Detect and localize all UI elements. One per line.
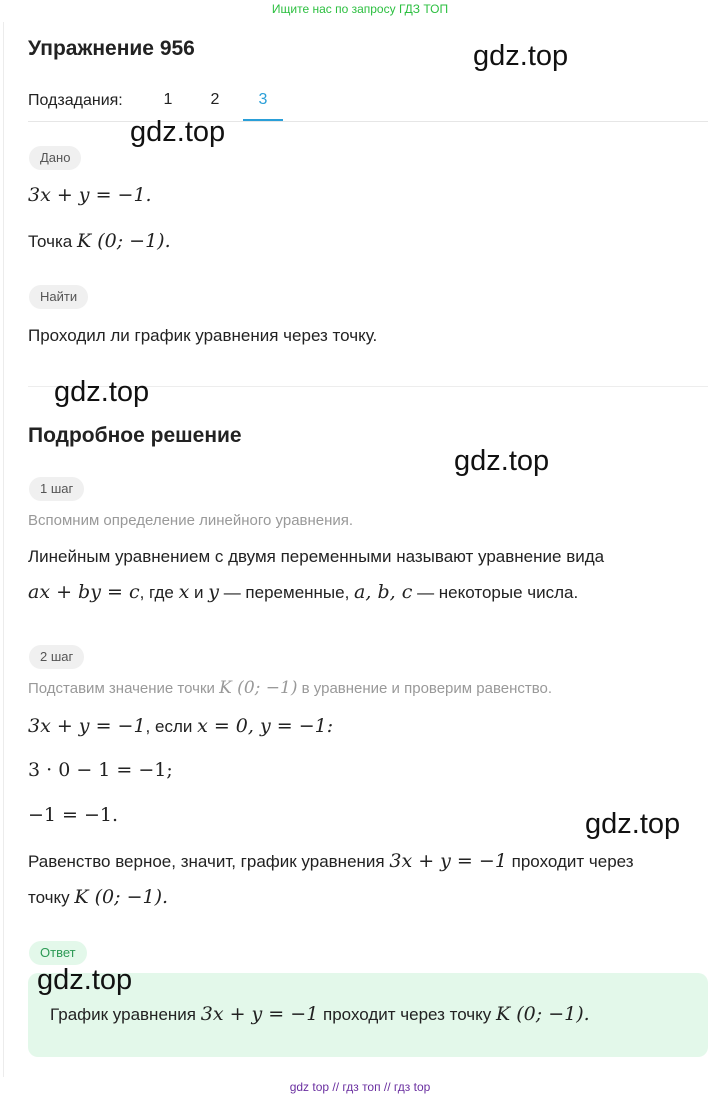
step1-definition [28, 581, 578, 603]
subtask-tab-1[interactable]: 1 [163, 91, 173, 108]
step1-abc: a, b, c [354, 581, 413, 603]
answer-point: K (0; −1). [496, 1003, 590, 1025]
top-banner[interactable]: Ищите нас по запросу ГДЗ ТОП [271, 2, 449, 16]
answer-eq: 3x + y = −1 [200, 1003, 319, 1025]
page-title: Упражнение 956 [28, 37, 195, 60]
watermark: gdz.top [37, 964, 133, 996]
given-point [28, 230, 171, 252]
step2-concl-prefix: Равенство верное, значит, график уравнения [28, 852, 385, 871]
step1-hint: Вспомним определение линейного уравнения. [28, 512, 354, 529]
step1-mid1: , где [139, 583, 179, 602]
step2-conclusion-line2 [28, 886, 168, 908]
active-tab-indicator [243, 119, 283, 121]
step2-concl-suffix: проходит через [511, 852, 634, 871]
step1-chip: 1 шаг [29, 477, 84, 501]
step2-concl-line2-prefix: точку [28, 888, 70, 907]
step2-eq2: 3 · 0 − 1 = −1; [28, 759, 173, 781]
answer-chip: Ответ [29, 941, 87, 965]
step1-text: Линейным уравнением с двумя переменными называют уравнение вида [28, 547, 605, 566]
step1-mid3: — переменные, [218, 583, 355, 602]
watermark: gdz.top [454, 445, 550, 477]
find-text: Проходил ли график уравнения через точку. [28, 326, 378, 345]
step1-mid2: и [189, 583, 209, 602]
step2-hint-suffix: в уравнение и проверим равенство. [297, 680, 553, 697]
step2-eq3: −1 = −1. [28, 804, 119, 826]
given-chip: Дано [29, 146, 81, 170]
step2-concl-eq: 3x + y = −1 [389, 850, 507, 872]
find-chip: Найти [29, 285, 88, 309]
step2-chip: 2 шаг [29, 645, 84, 669]
given-point-math: K (0; −1). [77, 230, 171, 252]
subtask-tab-3[interactable]: 3 [258, 91, 268, 108]
step2-calc [28, 759, 173, 781]
step1-eq: ax + by = c [28, 581, 140, 603]
solution-heading: Подробное решение [28, 424, 242, 447]
step1-x: x [178, 581, 190, 603]
step2-conclusion [28, 850, 634, 872]
given-equation [28, 184, 152, 206]
answer-mid: проходит через точку [323, 1005, 492, 1024]
footer-links[interactable]: gdz top // гдз топ // гдз top [289, 1080, 431, 1094]
watermark: gdz.top [473, 40, 569, 72]
answer-prefix: График уравнения [50, 1005, 196, 1024]
step2-hint [28, 678, 552, 698]
subtask-tab-2[interactable]: 2 [210, 91, 220, 108]
step2-eq1: 3x + y = −1 [28, 715, 146, 737]
watermark: gdz.top [54, 376, 150, 408]
given-point-prefix: Точка [28, 232, 73, 251]
step1-end: — некоторые числа. [412, 583, 579, 602]
step2-hint-prefix: Подставим значение точки [28, 680, 215, 697]
answer-text [50, 1003, 590, 1025]
subtasks-label: Подзадания: [28, 92, 123, 109]
given-equation-math: 3x + y = −1. [28, 184, 152, 206]
watermark: gdz.top [585, 808, 681, 840]
step1-y: y [208, 581, 219, 603]
step2-eq1-mid: , если [145, 717, 198, 736]
step2-substitution [28, 715, 333, 737]
step2-eq1-cond: x = 0, y = −1: [197, 715, 334, 737]
step2-hint-point: K (0; −1) [219, 678, 298, 698]
watermark: gdz.top [130, 116, 226, 148]
step2-concl-point: K (0; −1). [74, 886, 169, 908]
step2-result [28, 804, 118, 826]
